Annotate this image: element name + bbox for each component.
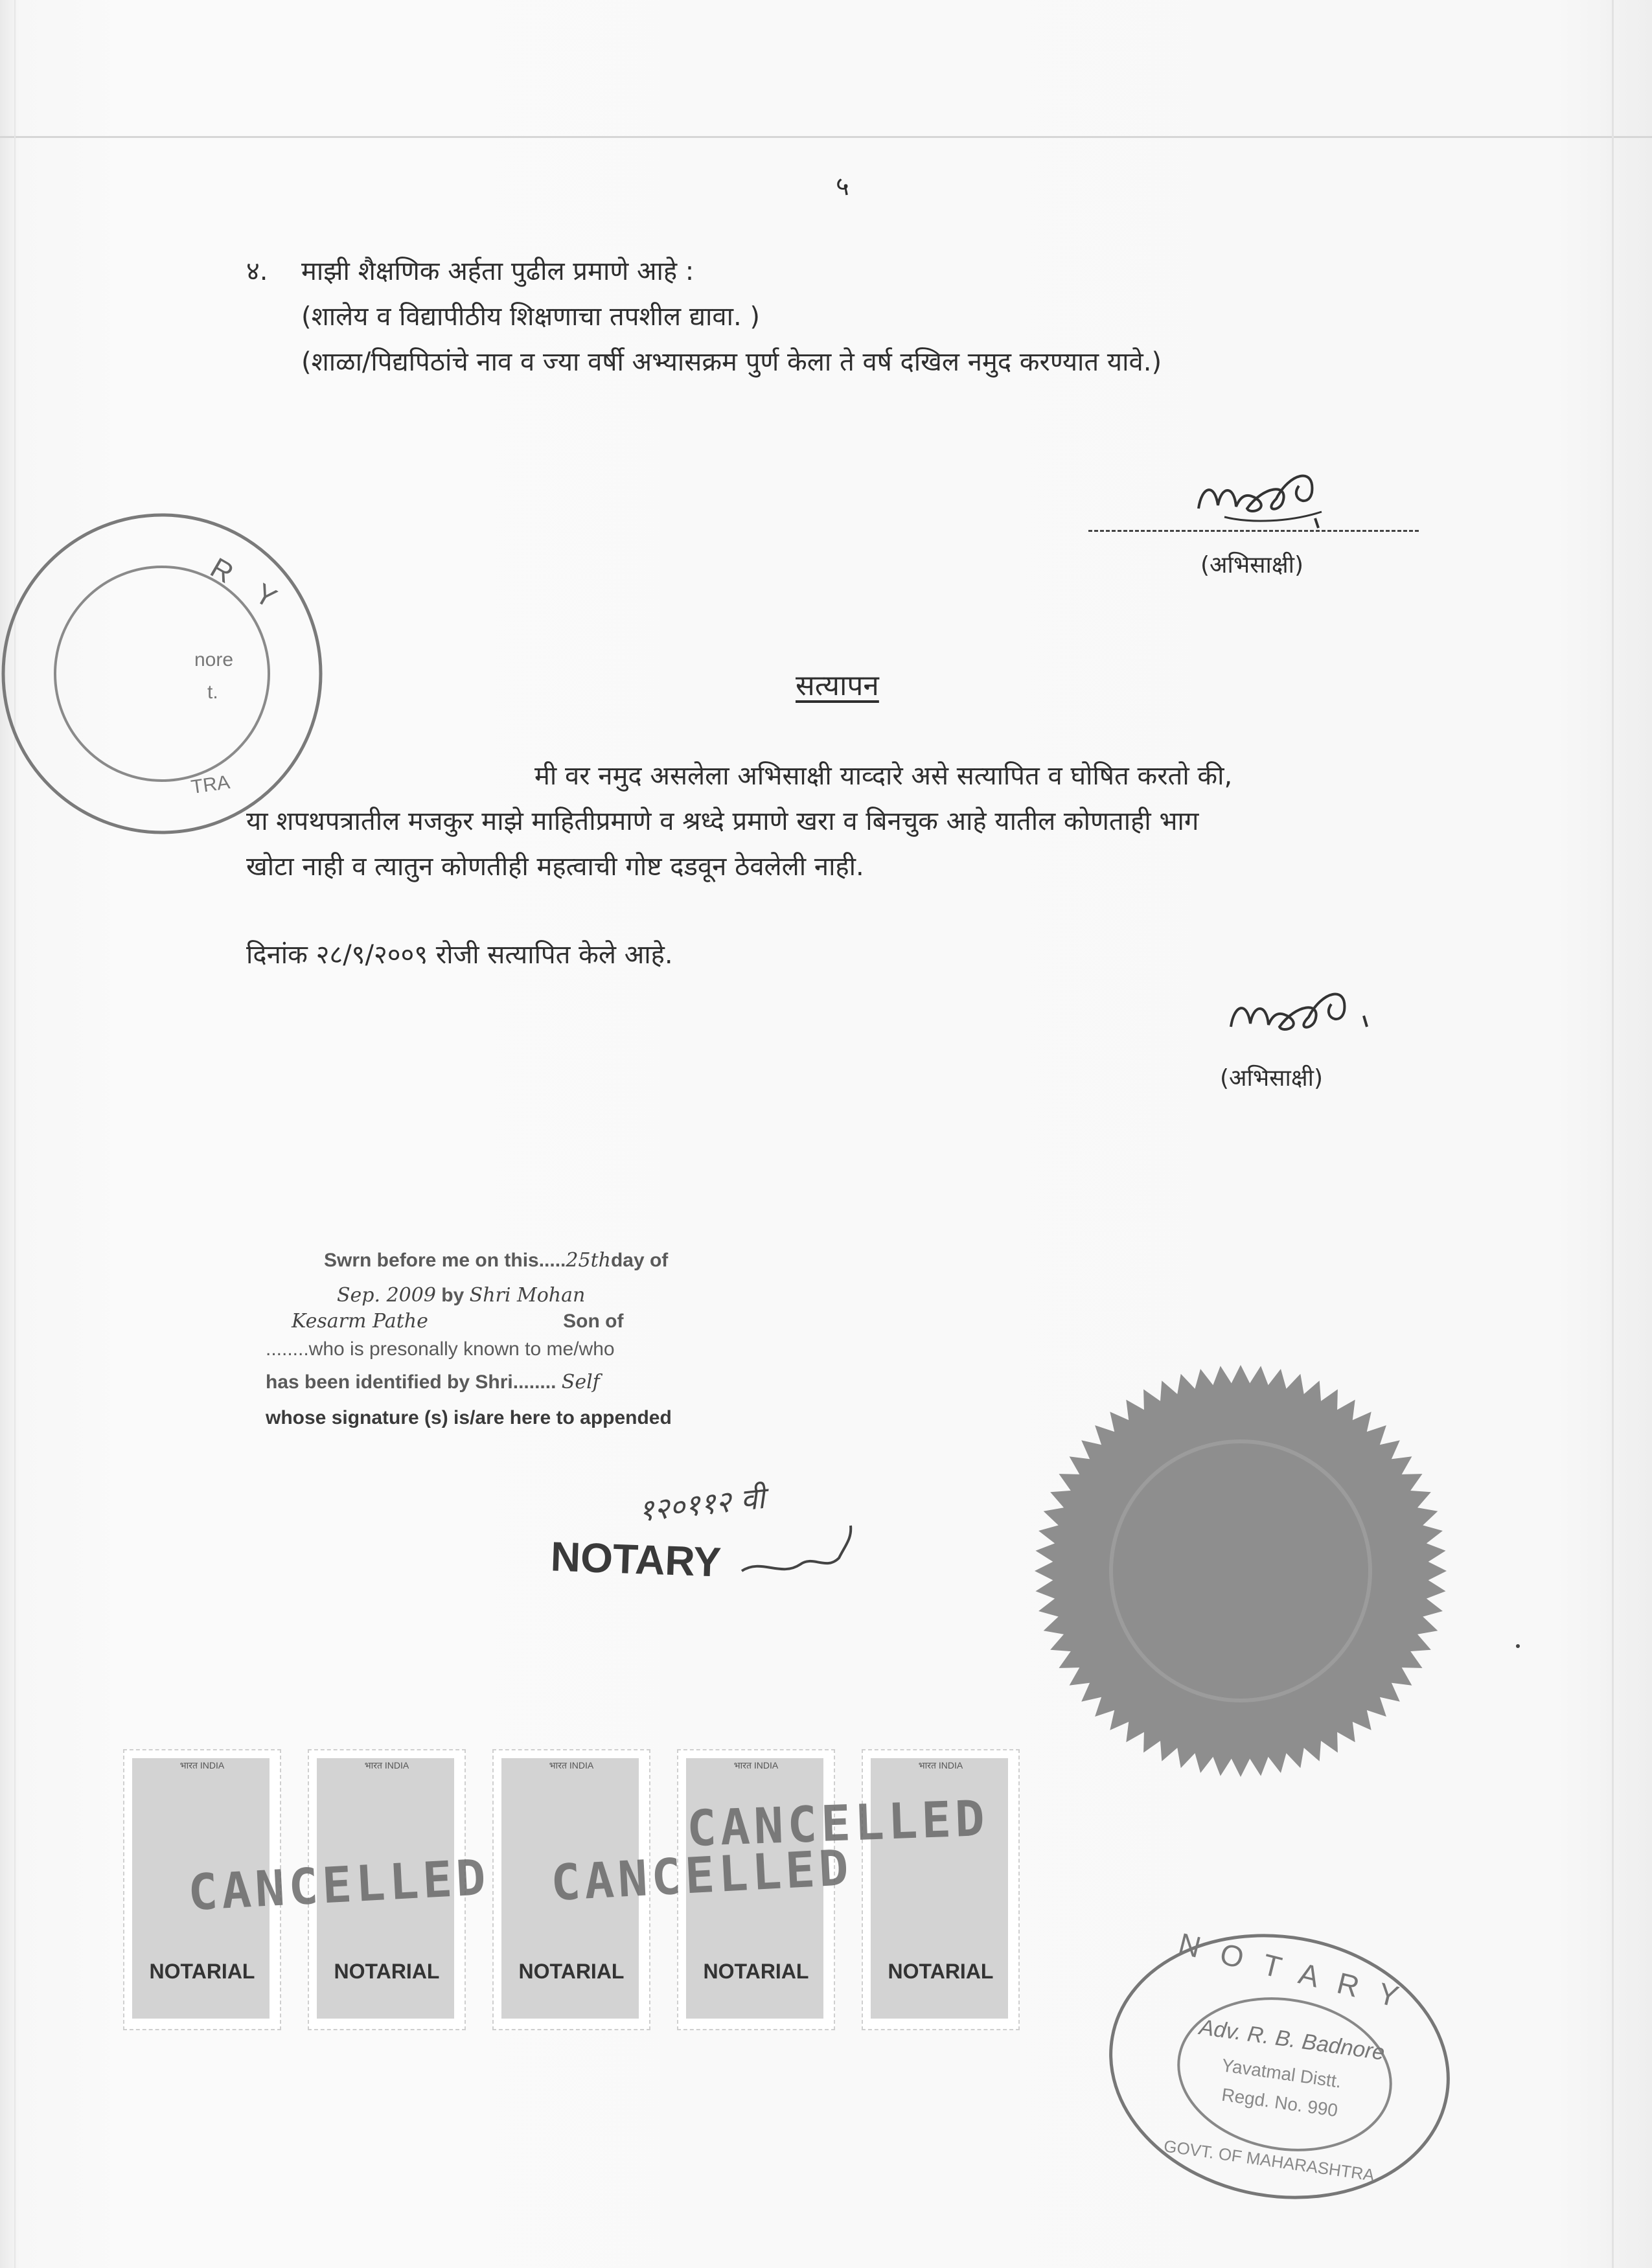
notary-endorsement	[266, 1237, 836, 1458]
verification-line3: खोटा नाही व त्यातुन कोणतीही महत्वाची गोष्ट दडवून ठेवलेली नाही.	[246, 852, 864, 882]
date-suffix: रोजी सत्यापित केले आहे.	[435, 940, 673, 970]
cancelled-mark-2: CANCELLED	[549, 1838, 854, 1912]
notarial-stamp: भारत INDIA NOTARIAL	[862, 1749, 1020, 2030]
stamp-label: NOTARIAL	[518, 1960, 625, 1983]
notarial-stamp: भारत INDIA NOTARIAL	[492, 1749, 650, 2030]
left-seal-inner-top: nore	[194, 649, 234, 670]
left-seal-letters: R Y	[205, 551, 292, 621]
cancelled-mark-3: CANCELLED	[685, 1789, 990, 1858]
section4-number: ४.	[246, 257, 268, 286]
seal-serrated-edge	[1035, 1365, 1447, 1777]
notary-word-stamp: NOTARY	[549, 1533, 722, 1586]
notarial-stamp: भारत INDIA NOTARIAL	[677, 1749, 835, 2030]
date-line	[246, 938, 673, 972]
seal-arc-bottom: GOVT. OF MAHARASHTRA	[1162, 2136, 1376, 2185]
endorsement-line1: Swrn before me on this.....25thday of	[324, 1249, 669, 1272]
endorsement-line5: has been identified by Shri........ Self	[266, 1371, 600, 1393]
notarial-stamp: भारत INDIA NOTARIAL	[308, 1749, 466, 2030]
deponent-signature-1	[1186, 447, 1367, 538]
left-seal-inner-mid: t.	[207, 682, 218, 703]
left-seal-bottom: TRA	[189, 771, 231, 799]
stamp-label: NOTARIAL	[703, 1960, 809, 1983]
endorsement-line3: Kesarm Pathe Son of	[292, 1310, 624, 1333]
verification-heading: सत्यापन	[796, 669, 879, 702]
seal-line2: Yavatmal Distt.	[1220, 2055, 1343, 2092]
signature-line-1	[1088, 530, 1419, 532]
seal-arc-top: N O T A R Y	[1175, 1926, 1408, 2015]
fold-line-right	[1612, 0, 1614, 2268]
notarial-stamp: भारत INDIA NOTARIAL	[123, 1749, 281, 2030]
endorsement-line6: whose signature (s) is/are here to appended	[266, 1407, 672, 1428]
stamp-label: NOTARIAL	[334, 1960, 440, 1983]
stray-mark	[1516, 1644, 1520, 1648]
verification-line1: मी वर नमुद असलेला अभिसाक्षी याव्दारे असे सत्यापित व घोषित करतो की,	[534, 761, 1233, 791]
cancelled-mark-1: CANCELLED	[186, 1848, 491, 1922]
embossed-seal	[1030, 1360, 1451, 1781]
fold-line-top	[0, 136, 1652, 138]
section4-line1: माझी शैक्षणिक अर्हता पुढील प्रमाणे आहे :	[301, 257, 694, 286]
page-number: ५	[836, 172, 849, 201]
notary-round-seal	[1105, 1926, 1454, 2203]
deponent-label-2: (अभिसाक्षी)	[1220, 1065, 1324, 1092]
notary-initials	[735, 1519, 865, 1597]
date-prefix: दिनांक	[246, 940, 308, 970]
deponent-label-1: (अभिसाक्षी)	[1200, 552, 1304, 578]
left-seal-fragment	[0, 512, 337, 836]
seal-line3: Regd. No. 990	[1220, 2084, 1339, 2121]
date-value: २८/९/२००९	[315, 940, 428, 970]
verification-line2: या शपथपत्रातील मजकुर माझे माहितीप्रमाणे व श्रध्दे प्रमाणे खरा व बिनचुक आहे यातील कोणताही भाग	[246, 807, 1199, 836]
section4-line2: (शालेय व विद्यापीठीय शिक्षणाचा तपशील द्यावा. )	[301, 302, 761, 332]
deponent-signature-2	[1218, 965, 1386, 1049]
stamp-label: NOTARIAL	[888, 1960, 994, 1983]
notary-reg-handwriting: १२०११२ वी	[636, 1480, 767, 1529]
section4-line3: (शाळा/पिद्यपिठांचे नाव व ज्या वर्षी अभ्यासक्रम पुर्ण केला ते वर्ष दखिल नमुद करण्यात यावे.)	[301, 347, 1162, 377]
stamp-label: NOTARIAL	[149, 1960, 255, 1983]
fold-line-left	[14, 0, 16, 2268]
endorsement-line4: ........who is presonally known to me/who	[266, 1338, 615, 1360]
notarial-stamps	[110, 1749, 1033, 2041]
seal-line1: Adv. R. B. Badnore	[1197, 2015, 1386, 2065]
endorsement-line2: Sep. 2009 by Shri Mohan	[337, 1284, 586, 1307]
endorsement-date-hand: 25th	[566, 1249, 611, 1272]
